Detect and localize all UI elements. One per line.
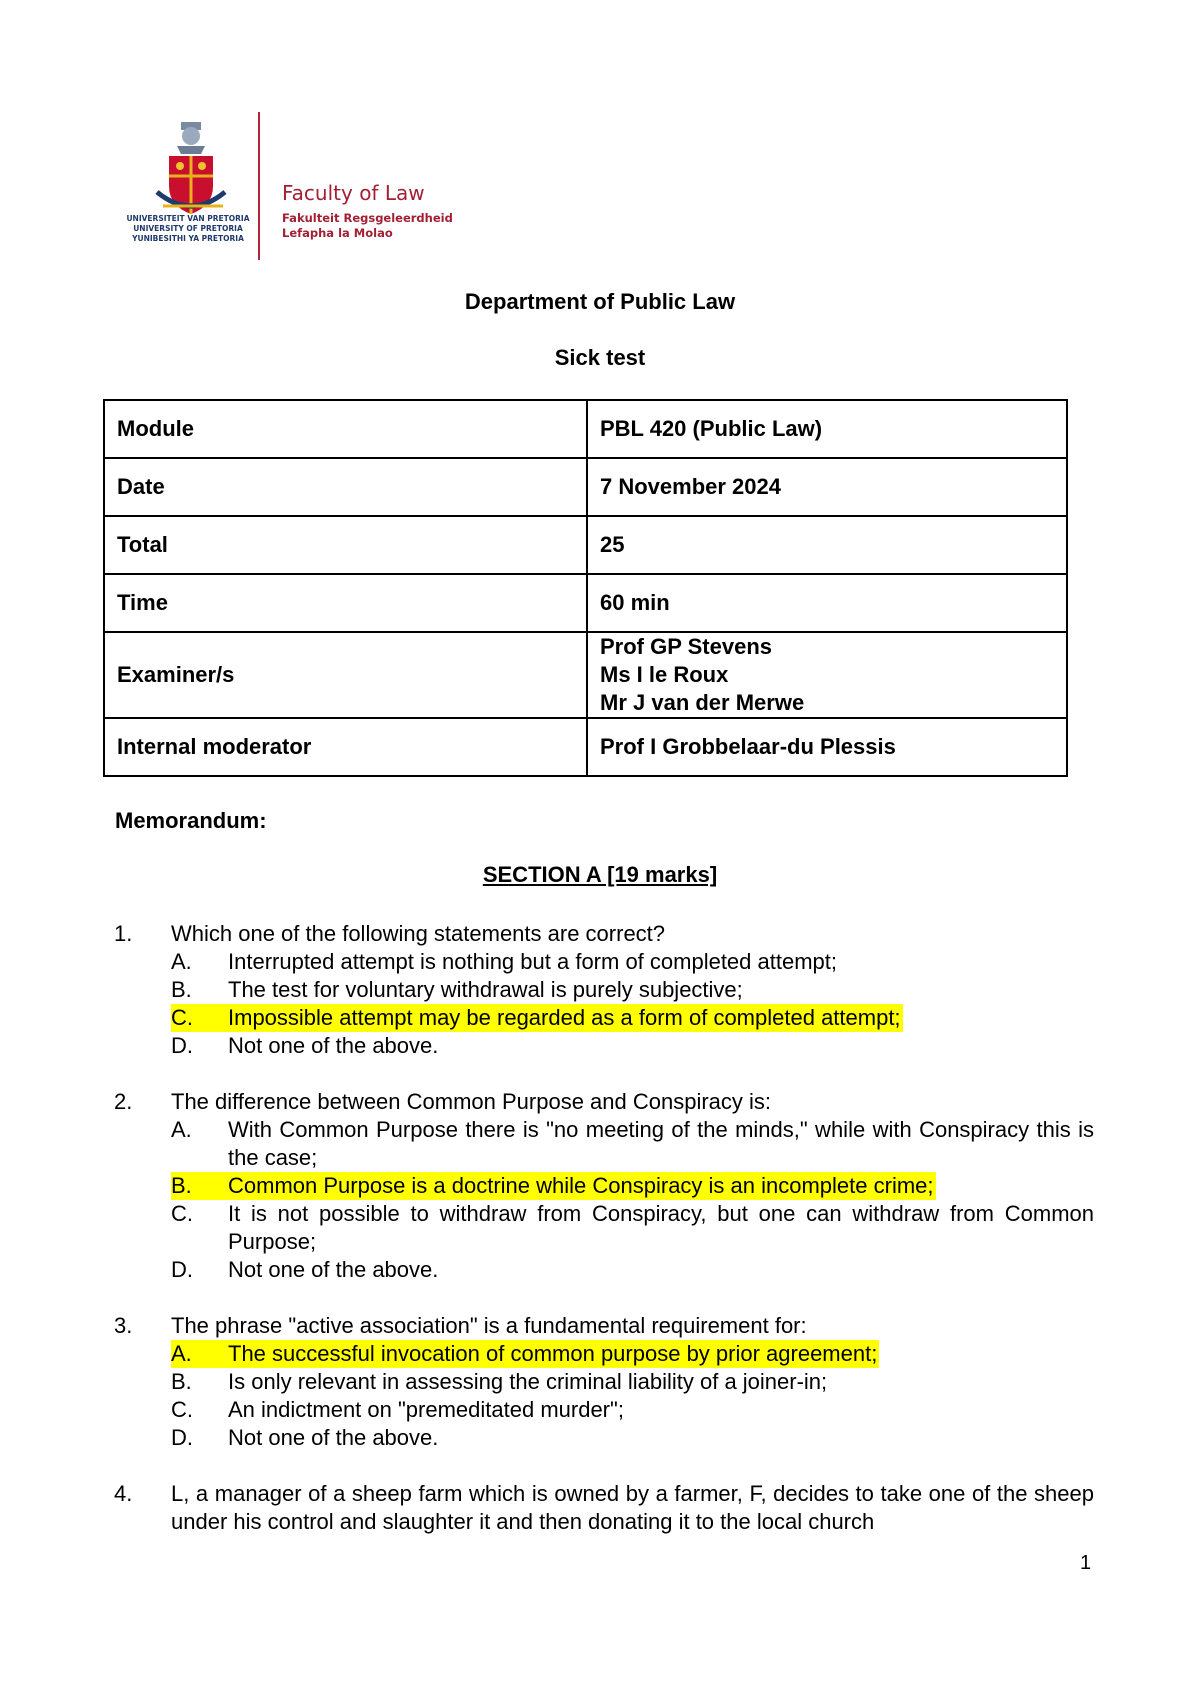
- logo-divider: [258, 112, 260, 260]
- question-text: The difference between Common Purpose and Conspiracy is:: [171, 1089, 772, 1114]
- answer-option: [171, 1032, 1094, 1060]
- info-label: Date: [104, 458, 587, 516]
- option-text: The test for voluntary withdrawal is purely subjective;: [228, 977, 743, 1002]
- info-value: Prof I Grobbelaar-du Plessis: [587, 718, 1067, 776]
- option-letter: C.: [171, 1005, 193, 1030]
- option-text: Not one of the above.: [228, 1033, 439, 1058]
- answer-option: [171, 948, 1094, 976]
- examiner-name: Ms I le Roux: [600, 662, 729, 687]
- option-letter: D.: [171, 1425, 193, 1450]
- info-label: Total: [104, 516, 587, 574]
- info-value: [587, 632, 1067, 718]
- university-name-afrikaans: UNIVERSITEIT VAN PRETORIA: [126, 214, 250, 223]
- answer-option: [171, 1256, 1094, 1284]
- info-label: Time: [104, 574, 587, 632]
- faculty-block: [282, 180, 453, 241]
- option-text: Impossible attempt may be regarded as a form of completed attempt;: [228, 1005, 901, 1030]
- examiner-name: Prof GP Stevens: [600, 634, 772, 659]
- answer-option: [171, 1368, 1094, 1396]
- answer-option: [171, 1424, 1094, 1452]
- option-text: Not one of the above.: [228, 1425, 439, 1450]
- option-text: Interrupted attempt is nothing but a form of completed attempt;: [228, 949, 837, 974]
- answer-option: [171, 1116, 1094, 1172]
- faculty-name-afrikaans: Fakulteit Regsgeleerdheid: [282, 211, 453, 225]
- table-row: [104, 516, 1067, 574]
- examiner-name: Mr J van der Merwe: [600, 690, 805, 715]
- university-name-english: UNIVERSITY OF PRETORIA: [133, 224, 243, 233]
- option-letter: A.: [171, 1117, 192, 1142]
- university-crest-logo: [126, 112, 253, 262]
- university-name-lines: [123, 214, 253, 244]
- question-text: L, a manager of a sheep farm which is owned by a farmer, F, decides to take one of the sheep under his control and slaughter it and then donating it to the local church: [171, 1481, 1094, 1534]
- table-row: [104, 574, 1067, 632]
- info-value: 25: [587, 516, 1067, 574]
- question: [114, 1480, 1094, 1536]
- table-row: [104, 400, 1067, 458]
- question: [114, 1088, 1094, 1284]
- department-title: Department of Public Law: [464, 289, 736, 314]
- option-text: It is not possible to withdraw from Conspiracy, but one can withdraw from Common Purpose;: [228, 1201, 1094, 1254]
- section-title: SECTION A [19 marks]: [482, 862, 718, 887]
- question-number: 3.: [114, 1313, 133, 1338]
- option-letter: B.: [171, 1173, 192, 1198]
- exam-info-table: [103, 399, 1068, 777]
- test-title: Sick test: [554, 345, 646, 370]
- question: [114, 920, 1094, 1060]
- option-letter: C.: [171, 1397, 193, 1422]
- info-label: Module: [104, 400, 587, 458]
- info-value: PBL 420 (Public Law): [587, 400, 1067, 458]
- info-label: Internal moderator: [104, 718, 587, 776]
- option-letter: A.: [171, 1341, 192, 1366]
- option-letter: B.: [171, 1369, 192, 1394]
- answer-option: [171, 1396, 1094, 1424]
- option-letter: D.: [171, 1257, 193, 1282]
- question-text: Which one of the following statements are correct?: [171, 921, 666, 946]
- question-text: The phrase "active association" is a fundamental requirement for:: [171, 1313, 807, 1338]
- question-number: 4.: [114, 1481, 133, 1506]
- info-value: 7 November 2024: [587, 458, 1067, 516]
- info-value: 60 min: [587, 574, 1067, 632]
- option-text: The successful invocation of common purpose by prior agreement;: [228, 1341, 878, 1366]
- info-label: Examiner/s: [104, 632, 587, 718]
- correct-answer-option: [171, 1172, 936, 1200]
- question-number: 1.: [114, 921, 133, 946]
- option-letter: B.: [171, 977, 192, 1002]
- option-text: An indictment on "premeditated murder";: [228, 1397, 624, 1422]
- memorandum-label: Memorandum:: [115, 808, 267, 833]
- option-letter: D.: [171, 1033, 193, 1058]
- answer-option: [171, 1200, 1094, 1256]
- university-name-sepedi: YUNIBESITHI YA PRETORIA: [132, 234, 244, 243]
- correct-answer-option: [171, 1004, 903, 1032]
- option-text: Not one of the above.: [228, 1257, 439, 1282]
- option-text: Common Purpose is a doctrine while Conspiracy is an incomplete crime;: [228, 1173, 934, 1198]
- question: [114, 1312, 1094, 1452]
- question-number: 2.: [114, 1089, 133, 1114]
- table-row: [104, 458, 1067, 516]
- option-letter: A.: [171, 949, 192, 974]
- faculty-name-sepedi: Lefapha la Molao: [282, 226, 393, 240]
- option-letter: C.: [171, 1201, 193, 1226]
- correct-answer-option: [171, 1340, 879, 1368]
- page-number: 1: [1080, 1552, 1092, 1574]
- table-row: [104, 632, 1067, 718]
- option-text: Is only relevant in assessing the criminal liability of a joiner-in;: [228, 1369, 828, 1394]
- faculty-name: Faculty of Law: [282, 181, 425, 205]
- answer-option: [171, 976, 1094, 1004]
- table-row: [104, 718, 1067, 776]
- option-text: With Common Purpose there is "no meeting of the minds," while with Conspiracy this is the case;: [228, 1117, 1094, 1170]
